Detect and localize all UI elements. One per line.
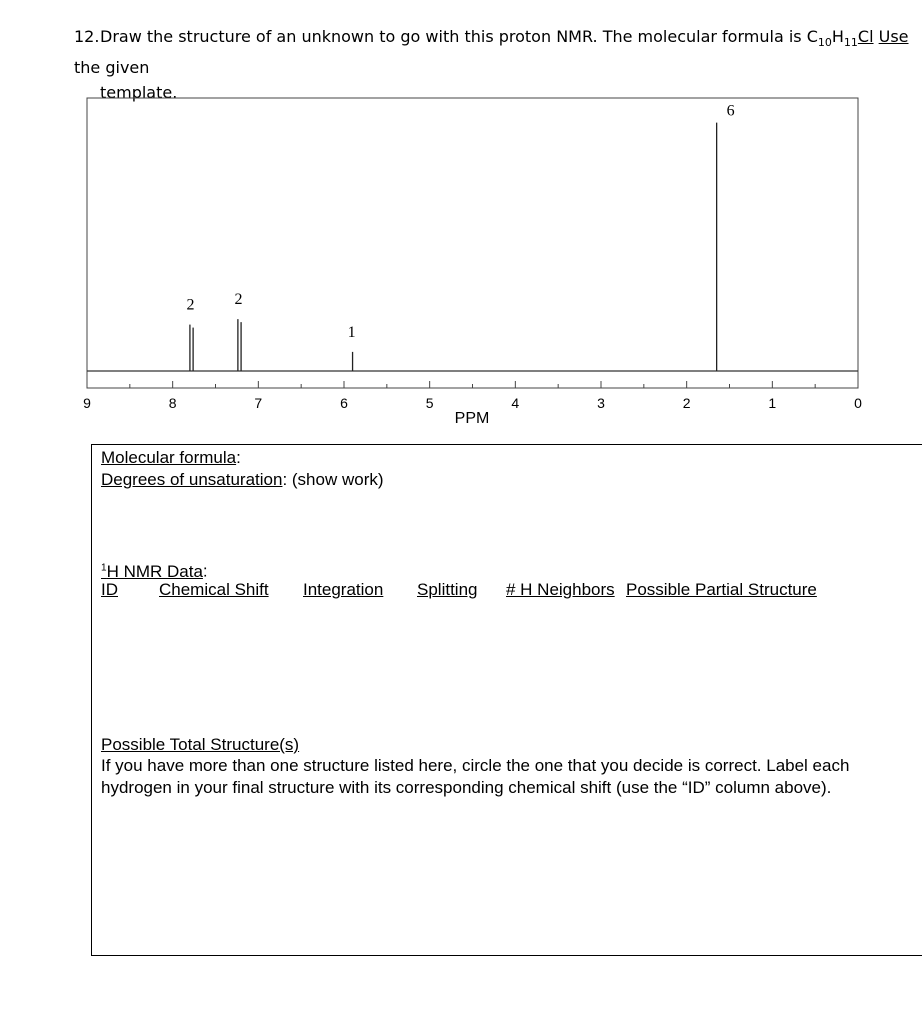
question-text: Draw the structure of an unknown to go with this proton NMR. The molecular formula is xyxy=(100,27,807,46)
column-header-splitting: Splitting xyxy=(417,580,478,599)
formula-carbon: C xyxy=(806,27,818,46)
nmr-peak xyxy=(234,291,242,371)
nmr-spectrum-chart xyxy=(0,0,922,440)
degrees-suffix: : (show work) xyxy=(282,470,384,489)
nmr-peak xyxy=(717,103,735,371)
column-header-integration: Integration xyxy=(303,580,384,599)
x-tick-label: 4 xyxy=(511,395,520,411)
peak-integration-label: 2 xyxy=(234,291,243,309)
x-tick-label: 5 xyxy=(425,395,434,411)
column-header-id: ID xyxy=(101,580,118,599)
column-header-partial-structure: Possible Partial Structure xyxy=(626,580,817,599)
nmr-peak xyxy=(187,297,195,371)
peak-integration-label: 1 xyxy=(347,323,356,341)
total-structure-label: Possible Total Structure(s) xyxy=(101,735,300,754)
degrees-row xyxy=(101,469,384,491)
question-number: 12. xyxy=(74,27,100,46)
worksheet-box xyxy=(91,444,922,956)
nmr-superscript: 1 xyxy=(101,562,107,573)
x-axis-label: PPM xyxy=(454,410,490,427)
question-line-2: template. xyxy=(100,83,178,103)
column-header-chemical-shift: Chemical Shift xyxy=(159,580,269,599)
question-text-end: the given xyxy=(74,58,150,78)
molecular-formula-colon: : xyxy=(236,448,241,467)
x-tick-label: 0 xyxy=(854,395,862,411)
x-tick-label: 7 xyxy=(254,395,263,411)
nmr-data-colon: : xyxy=(202,561,208,581)
question-use-word: Use xyxy=(878,27,909,46)
total-structure-instructions: If you have more than one structure listed here, circle the one that you decide is correct. Label each hydrogen in your final structure with its corresponding chemical shift (use the “ID” column above). xyxy=(101,756,850,797)
formula-hydrogen: H xyxy=(831,27,844,46)
nmr-peak xyxy=(348,324,356,371)
x-tick-label: 6 xyxy=(340,395,348,411)
degrees-label: Degrees of unsaturation xyxy=(101,470,283,489)
formula-chlorine: Cl xyxy=(857,27,874,46)
peak-integration-label: 6 xyxy=(726,102,735,120)
peak-integration-label: 2 xyxy=(186,296,195,314)
column-header-h-neighbors: # H Neighbors xyxy=(506,580,615,599)
x-tick-label: 9 xyxy=(83,395,91,411)
molecular-formula-label: Molecular formula xyxy=(101,448,237,467)
formula-carbon-count: 10 xyxy=(817,36,832,50)
x-tick-label: 1 xyxy=(768,395,777,411)
x-tick-label: 3 xyxy=(597,395,605,411)
formula-hydrogen-count: 11 xyxy=(843,36,858,50)
plot-frame xyxy=(87,98,858,388)
nmr-data-label: H NMR Data xyxy=(106,561,203,581)
x-tick-label: 8 xyxy=(168,395,177,411)
x-tick-label: 2 xyxy=(682,395,691,411)
molecular-formula-row xyxy=(101,447,241,469)
